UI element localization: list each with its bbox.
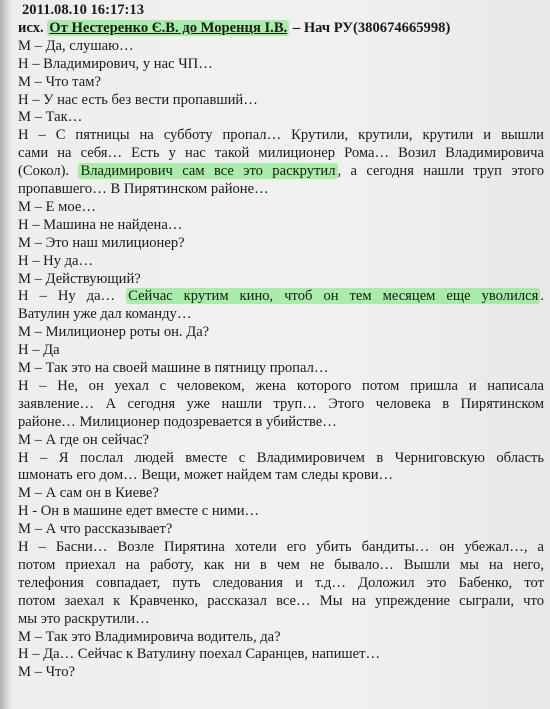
transcript-line: Н - Он в машине едет вместе с ними… [18, 503, 260, 520]
transcript-line: М – Что там? [18, 73, 101, 90]
header-prefix: исх. [18, 19, 44, 36]
highlighted-text: Владимирович сам все это раскрутил [80, 163, 336, 180]
line-text: . [540, 288, 544, 305]
transcript-line: Н – Владимирович, у нас ЧП… [18, 55, 213, 72]
transcript-line [18, 163, 544, 181]
transcript-line: М – Да, слушаю… [18, 37, 134, 54]
transcript-line: Н – Басни… Возле Пирятина хотели его убить бандиты… он убежал…, а [18, 539, 544, 556]
transcript-line: М – А что рассказывает? [18, 521, 173, 538]
header-from-to: От Нестеренко Є.В. до Моренця І.В. [49, 19, 288, 36]
transcript-line: М – Милиционер роты он. Да? [18, 324, 210, 341]
transcript-line: Ватулин уже дал команду… [18, 306, 192, 323]
transcript-line: Н – Да… Сейчас к Ватулину поехал Саранцев, напишет… [18, 646, 381, 663]
line-text: Н – Ну да… [18, 288, 127, 305]
transcript-line: М – А сам он в Киеве? [18, 485, 159, 502]
transcript-line: потом приехал на работу, как ни в чем не бывало… Вышли мы на него, [18, 556, 544, 573]
line-text: , а сегодня нашли труп этого [337, 163, 544, 180]
transcript-line: шмонать его дом… Вещи, может найдем там следы крови… [18, 467, 394, 484]
transcript-line: Н – С пятницы на субботу пропал… Крутили, крутили, крутили и вышли [18, 127, 544, 144]
transcript-line: Н – Не, он уехал с человеком, жена которого потом пришла и написала [18, 377, 544, 394]
transcript-line: М – Это наш милиционер? [18, 234, 185, 251]
transcript-line: Н – Да [18, 342, 60, 359]
transcript-line: сами на себя… Есть у нас такой милиционер Рома… Возил Владимировича [18, 145, 544, 162]
transcript-line: М – Так это Владимировича водитель, да? [18, 628, 281, 645]
transcript-line: потом заехал к Кравченко, рассказал все… Мы на упреждение сыграли, что [18, 592, 544, 609]
transcript-line: мы это раскрутили… [18, 610, 150, 627]
header-suffix: Нач РУ(380674665998) [303, 19, 451, 36]
transcript-line: Н – Я послал людей вместе с Владимировичем в Черниговскую область [18, 449, 544, 466]
transcript-line: Н – Машина не найдена… [18, 216, 183, 233]
transcript-line: М – Так… [18, 109, 83, 126]
transcript-line: М – А где он сейчас? [18, 431, 150, 448]
transcript-line [18, 288, 544, 306]
header-line [18, 20, 544, 38]
transcript-line: Н – У нас есть без вести пропавший… [18, 91, 258, 108]
transcript-line: пропавшего… В Пирятинском районе… [18, 181, 269, 198]
scan-shadow [0, 0, 10, 709]
line-text: (Сокол). [18, 163, 79, 180]
transcript-line: М – Е мое… [18, 198, 96, 215]
transcript-line: районе… Милиционер подозревается в убийстве… [18, 413, 337, 430]
transcript-line: телефония совпадает, путь следования и т.д… Доложил это Бабенко, тот [18, 574, 544, 591]
transcript-line: М – Что? [18, 664, 76, 681]
transcript-line: заявление… А сегодня уже нашли труп… Этого человека в Пирятинском [18, 395, 544, 412]
transcript-line: Н – Ну да… [18, 252, 94, 269]
header-dash: – [289, 19, 304, 36]
transcript-body [18, 38, 544, 682]
transcript-line: М – Так это на своей машине в пятницу пропал… [18, 360, 329, 377]
date-line: 2011.08.10 16:17:13 [22, 2, 145, 18]
highlighted-text: Сейчас крутим кино, чтоб он тем месяцем еще уволился [128, 288, 539, 305]
transcript-line: М – Действующий? [18, 270, 141, 287]
